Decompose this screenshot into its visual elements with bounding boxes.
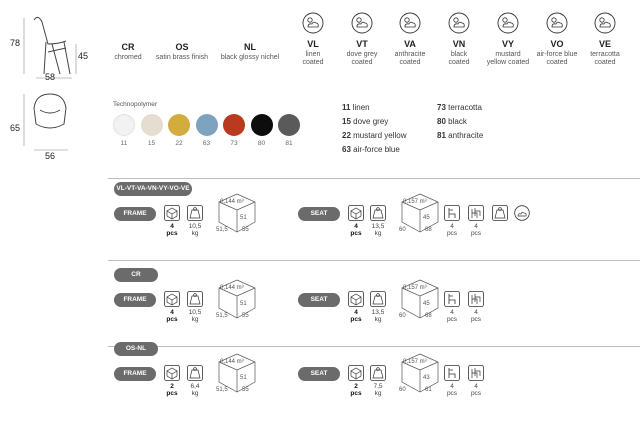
finish-name: air-force blue [536,51,578,58]
stack-count: 4 [450,309,454,316]
weather-resistant-icon [302,12,324,34]
finish-nl [216,42,284,62]
chair2-width: 56 [45,151,56,161]
finish-code: VA [404,39,416,49]
finish-vy [483,12,533,67]
finish-name: linen [305,51,321,58]
swatch-number: 15 [147,140,156,147]
color-swatch-73 [223,114,245,136]
legend-color-name: black [448,117,467,126]
swatch-number: 22 [175,140,183,147]
color-swatch-63 [196,114,218,136]
legend-number: 11 [342,103,351,112]
legend-entry [342,131,407,140]
swatch-number: 11 [120,140,128,147]
pallet-stack-icon [468,365,484,381]
package-height: 51 [240,375,247,381]
finish-code: VO [550,39,564,49]
finish-va [385,12,435,67]
finish-name-2: coated [302,59,324,66]
package-height: 45 [423,215,430,221]
package-volume: 0,157 m³ [403,359,427,365]
finish-ve [580,12,630,67]
color-swatch-22 [168,114,190,136]
weather-resistant-icon [399,12,421,34]
weight-icon [187,205,203,221]
pieces-count: 4 [170,309,174,316]
weight-icon [370,205,386,221]
legend-color-name: terracotta [448,103,482,112]
package-box-icon [348,205,364,221]
legend-color-name: anthracite [448,131,484,140]
pieces-count: 4 [170,223,174,230]
legend-number: 81 [437,131,446,140]
legend-entry [437,103,482,112]
package-width: 51,5 [216,227,228,233]
weight-icon [370,365,386,381]
weather-resistant-icon [448,12,470,34]
pieces-count: 2 [170,383,174,390]
finish-vl [288,12,338,67]
technopolymer-label: Technopolymer [113,101,158,108]
frame-label: FRAME [114,207,156,221]
color-swatch-81 [278,114,300,136]
weight-value: 6,4 [190,383,200,390]
stack-count: 4 [474,309,478,316]
weight-value: 10,5 [188,309,202,316]
pieces-count: 4 [354,309,358,316]
finish-name-2: coated [351,59,373,66]
pieces-unit: pcs [166,390,178,397]
finish-vt [337,12,387,67]
weight-unit: kg [191,390,199,397]
section-divider [108,260,640,261]
package-depth: 61 [425,387,432,393]
pieces-unit: pcs [166,230,178,237]
pieces-unit: pcs [166,316,178,323]
finish-name-2: coated [399,59,421,66]
legend-entry [342,117,388,126]
legend-entry [437,117,467,126]
weather-resistant-icon [514,205,530,221]
legend-number: 22 [342,131,351,140]
finish-vn [434,12,484,67]
finish-name-2: coated [448,59,470,66]
legend-number: 63 [342,145,351,154]
group-label-cr: CR [114,268,158,282]
chair-stack-icon [444,291,460,307]
swatch-number: 81 [285,140,293,147]
finish-name: chromed [114,54,142,61]
finish-code: CR [121,42,135,52]
finish-name: mustard [495,51,521,58]
weather-resistant-icon [351,12,373,34]
frame-label: FRAME [114,293,156,307]
package-volume: 0,144 m³ [220,359,244,365]
finish-code: VN [452,39,466,49]
finish-name: terracotta [590,51,620,58]
finish-name: black glossy nichel [220,54,280,61]
chair-stack-icon [444,205,460,221]
package-height: 51 [240,215,247,221]
weather-resistant-icon [546,12,568,34]
finish-vo [532,12,582,67]
package-box-icon [164,205,180,221]
handling-icon [492,205,508,221]
section-divider [108,178,640,179]
chair1-width: 58 [45,72,56,82]
chair-top-drawing [0,86,110,156]
weight-value: 7,5 [373,383,383,390]
legend-entry [342,145,400,154]
finish-name: dove grey [346,51,378,58]
weight-unit: kg [191,316,199,323]
stack-unit: pcs [470,390,482,397]
package-width: 60 [399,387,406,393]
weight-unit: kg [191,230,199,237]
legend-entry [437,131,483,140]
finish-name-2: yellow coated [486,59,530,66]
finish-name-2: coated [594,59,616,66]
seat-label: SEAT [298,293,340,307]
finish-code: OS [175,42,189,52]
finish-name: anthracite [394,51,426,58]
weight-unit: kg [374,316,382,323]
swatch-number: 63 [202,140,211,147]
swatch-number: 73 [230,140,238,147]
package-height: 51 [240,301,247,307]
stack-unit: pcs [470,316,482,323]
legend-color-name: mustard yellow [353,131,407,140]
weight-icon [370,291,386,307]
weight-value: 13,5 [371,309,385,316]
stack-count: 4 [450,383,454,390]
finish-code: NL [244,42,256,52]
finish-name-2: coated [546,59,568,66]
seat-label: SEAT [298,207,340,221]
stack-count: 4 [450,223,454,230]
finish-code: VL [307,39,319,49]
group-label-vl-vt-va-vn-vy-vo-ve: VL-VT-VA-VN-VY-VO-VE [114,182,192,196]
package-depth: 55 [242,387,249,393]
package-volume: 0,144 m³ [220,285,244,291]
legend-number: 73 [437,103,446,112]
color-swatch-80 [251,114,273,136]
package-volume: 0,144 m³ [220,199,244,205]
stack-unit: pcs [446,390,458,397]
pallet-stack-icon [468,205,484,221]
package-volume: 0,157 m³ [403,199,427,205]
legend-entry [342,103,370,112]
seat-label: SEAT [298,367,340,381]
weather-resistant-icon [594,12,616,34]
stack-unit: pcs [446,230,458,237]
pieces-count: 4 [354,223,358,230]
legend-number: 80 [437,117,446,126]
group-label-os-nl: OS-NL [114,342,158,356]
package-volume: 0,157 m³ [403,285,427,291]
package-box-icon [164,291,180,307]
pieces-count: 2 [354,383,358,390]
pieces-unit: pcs [350,316,362,323]
color-swatch-11 [113,114,135,136]
package-box-icon [348,291,364,307]
chair1-height: 78 [10,38,21,48]
pallet-stack-icon [468,291,484,307]
stack-count: 4 [474,223,478,230]
legend-color-name: air-force blue [353,145,400,154]
chair-stack-icon [444,365,460,381]
swatch-number: 80 [257,140,266,147]
legend-color-name: linen [352,103,370,112]
legend-number: 15 [342,117,351,126]
package-height: 45 [423,301,430,307]
package-depth: 55 [242,313,249,319]
finish-code: VE [598,39,611,49]
package-height: 43 [423,375,430,381]
package-width: 60 [399,227,406,233]
stack-unit: pcs [470,230,482,237]
weight-icon [187,291,203,307]
package-depth: 55 [242,227,249,233]
package-depth: 68 [425,313,432,319]
chair1-seat-height: 45 [78,51,89,61]
pieces-unit: pcs [350,230,362,237]
legend-color-name: dove grey [353,117,389,126]
frame-label: FRAME [114,367,156,381]
package-width: 51,5 [216,313,228,319]
finish-code: VY [501,39,514,49]
package-box-icon [348,365,364,381]
pieces-unit: pcs [350,390,362,397]
weather-resistant-icon [497,12,519,34]
weight-unit: kg [374,390,382,397]
color-swatch-15 [141,114,163,136]
finish-cr [108,42,148,62]
weight-unit: kg [374,230,382,237]
stack-unit: pcs [446,316,458,323]
section-divider [108,346,640,347]
stack-count: 4 [474,383,478,390]
chair2-height: 65 [10,123,21,133]
weight-value: 10,5 [188,223,202,230]
weight-icon [187,365,203,381]
package-depth: 68 [425,227,432,233]
package-box-icon [164,365,180,381]
finish-name: satin brass finish [155,54,209,61]
package-width: 60 [399,313,406,319]
finish-os [150,42,214,62]
package-width: 51,5 [216,387,228,393]
weight-value: 13,5 [371,223,385,230]
finish-name: black [450,51,468,58]
finish-code: VT [356,39,368,49]
